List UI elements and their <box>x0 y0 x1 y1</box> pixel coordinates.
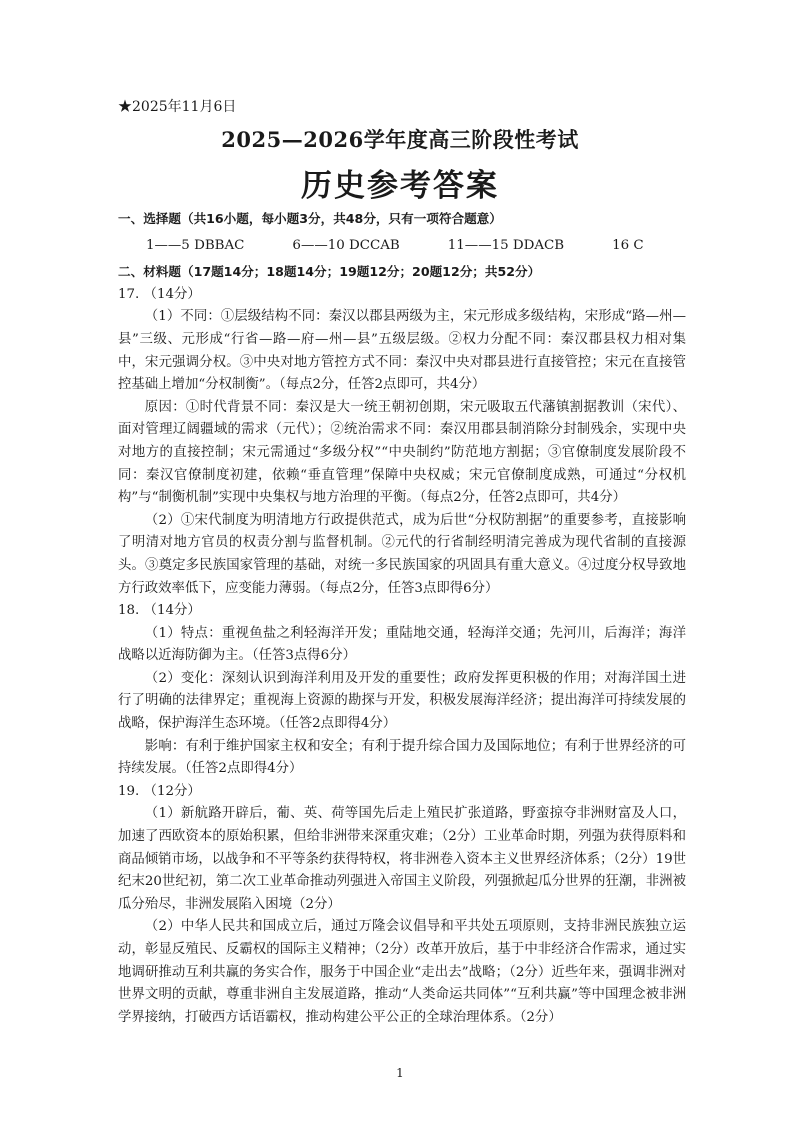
choice-answers <box>118 235 686 258</box>
q19-label: 19. （12分） <box>118 783 201 799</box>
choice-answer-group: 6——10 DCCAB <box>292 237 400 253</box>
q17-reasons-answer: 原因：①时代背景不同：秦汉是大一统王朝初创期，宋元吸取五代藩镇割据教训（宋代）、面对管理辽阔疆域的需求（元代）；②统治需求不同：秦汉用郡县制消除分封制残余，实现中央对地方的直接控制；宋元需通过“多级分权”“中央制约”防范地方割据；③官僚制度发展阶段不同：秦汉官僚制度初建，依赖“垂直管理”保障中央权威；宋元官僚制度成熟，可通过“分权机构”与“制衡机制”实现中央集权与地方治理的平衡。（每点2分，任答2点即可，共4分） <box>118 399 686 506</box>
choice-answer-group: 11——15 DDACB <box>447 237 565 253</box>
exam-subtitle: 历史参考答案 <box>301 168 499 204</box>
exam-date: ★2025年11月6日 <box>118 99 237 115</box>
section1-heading: 一、选择题（共16小题，每小题3分，共48分，只有一项符合题意） <box>118 211 502 226</box>
exam-title: 2025—2026学年度高三阶段性考试 <box>221 127 579 152</box>
q18-label: 18. （14分） <box>118 603 201 619</box>
choice-answer-group: 1——5 DBBAC <box>146 237 245 253</box>
q18-part1-answer: （1）特点：重视鱼盐之利轻海洋开发；重陆地交通，轻海洋交通；先河川，后海洋；海洋战略以近海防御为主。（任答3点得6分） <box>118 625 686 664</box>
q19-part1-answer: （1）新航路开辟后，葡、英、荷等国先后走上殖民扩张道路，野蛮掠夺非洲财富及人口，加速了西欧资本的原始积累，但给非洲带来深重灾难；（2分）工业革命时期，列强为获得原料和商品倾销市场，以战争和不平等条约获得特权，将非洲卷入资本主义世界经济体系；（2分）19世纪末20世纪初，第二次工业革命推动列强进入帝国主义阶段，列强掀起瓜分世界的狂潮，非洲被瓜分殆尽，非洲发展陷入困境（2分） <box>118 806 686 912</box>
q17-part2-answer: （2）①宋代制度为明清地方行政提供范式，成为后世“分权防割据”的重要参考，直接影响了明清对地方官员的权责分割与监督机制。②元代的行省制经明清完善成为现代省制的直接源头。③奠定多民族国家管理的基础，对统一多民族国家的巩固具有重大意义。④过度分权导致地方行政效率低下，应变能力薄弱。（每点2分，任答3点即得6分） <box>118 512 686 596</box>
q18-part2-answer: （2）变化：深刻认识到海洋利用及开发的重要性；政府发挥更积极的作用；对海洋国土进行了明确的法律界定；重视海上资源的勘探与开发，积极发展海洋经济；提出海洋可持续发展的战略，保护海洋生态环境。（任答2点即得4分） <box>118 670 686 732</box>
q19-part2-answer: （2）中华人民共和国成立后，通过万隆会议倡导和平共处五项原则，支持非洲民族独立运动，彰显反殖民、反霸权的国际主义精神；（2分）改革开放后，基于中非经济合作需求，通过实地调研推动互利共赢的务实合作，服务于中国企业“走出去”战略；（2分）近些年来，强调非洲对世界文明的贡献，尊重非洲自主发展道路，推动“人类命运共同体”“互利共赢”等中国理念被非洲学界接纳，打破西方话语霸权，推动构建公平公正的全球治理体系。（2分） <box>118 919 686 1025</box>
page-number: 1 <box>396 1066 404 1080</box>
q17-part1-answer: （1）不同：①层级结构不同：秦汉以郡县两级为主，宋元形成多级结构，宋形成“路—州—县”三级、元形成“行省—路—府—州—县”五级层级。②权力分配不同：秦汉郡县权力相对集中，宋元强调分权。③中央对地方管控方式不同：秦汉中央对郡县进行直接管控；宋元在直接管控基础上增加“分权制衡”。（每点2分，任答2点即可，共4分） <box>118 309 686 393</box>
choice-answer-group: 16 C <box>612 237 644 253</box>
section2-heading: 二、材料题（17题14分；18题14分；19题12分；20题12分；共52分） <box>118 264 541 280</box>
answer-content <box>118 208 686 1029</box>
q17-label: 17. （14分） <box>118 286 201 302</box>
q18-impact-answer: 影响：有利于维护国家主权和安全；有利于提升综合国力及国际地位；有利于世界经济的可持续发展。（任答2点即得4分） <box>118 738 686 777</box>
